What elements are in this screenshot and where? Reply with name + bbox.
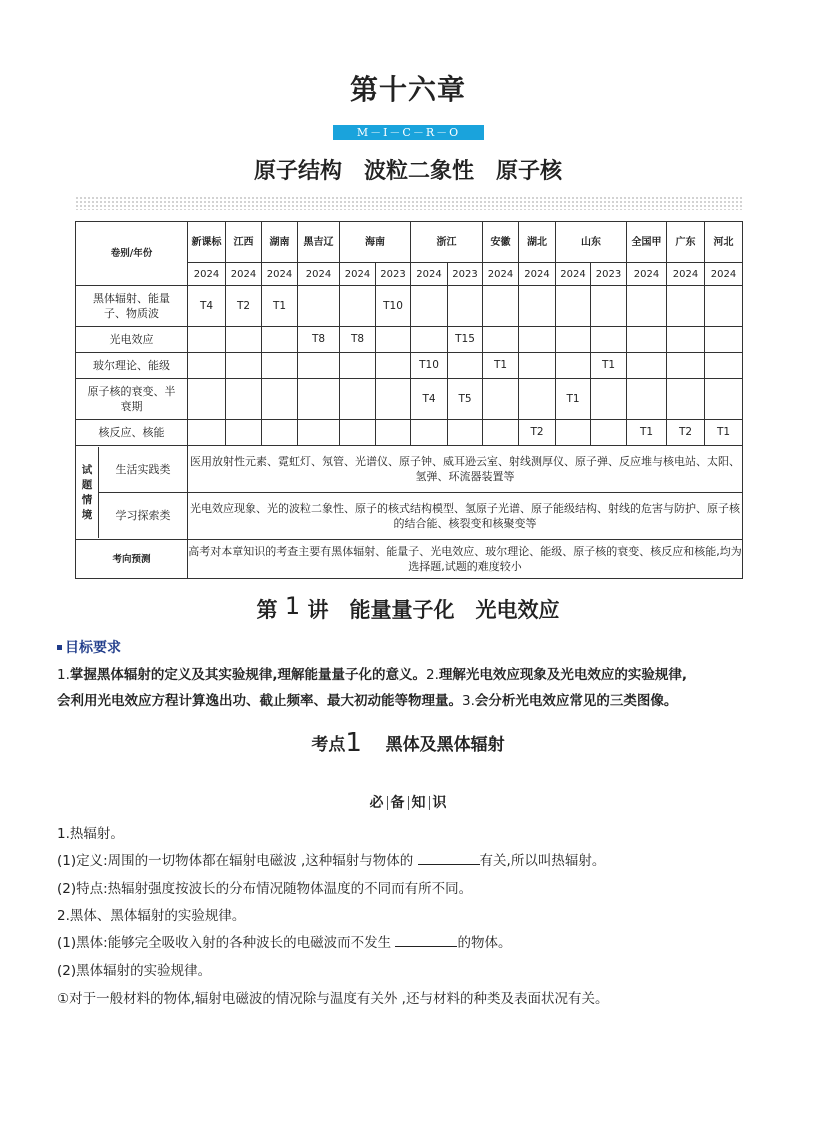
para-law: (2)黑体辐射的实验规律。: [57, 963, 212, 979]
year-cell: 2024: [340, 263, 376, 286]
para-blackbody: 2.黑体、黑体辐射的实验规律。: [57, 908, 246, 924]
question-cell: [705, 353, 743, 379]
context-sub-labels: [99, 447, 188, 538]
context-char: 情: [81, 493, 93, 506]
question-cell: [519, 353, 556, 379]
question-cell: [591, 327, 627, 353]
divider: [408, 796, 409, 810]
question-cell: [448, 286, 483, 327]
question-cell: T2: [667, 420, 705, 446]
study-text: 光电效应现象、光的波粒二象性、原子的核式结构模型、氢原子光谱、原子能级结构、射线的危害与防护、原子核的结合能、核裂变和核聚变等: [188, 493, 743, 540]
question-cell: [298, 286, 340, 327]
context-char: 题: [81, 478, 93, 491]
context-category-cell: [76, 446, 188, 540]
goals-line-1: [57, 662, 757, 688]
knowledge-point-title: [0, 727, 816, 757]
question-cell: T15: [448, 327, 483, 353]
province-header: 湖南: [262, 222, 298, 263]
context-char: 境: [81, 508, 93, 521]
context-vertical-label: [76, 447, 99, 538]
year-cell: 2023: [376, 263, 411, 286]
square-bullet-icon: [57, 645, 62, 650]
question-cell: [705, 379, 743, 420]
kp-name: 黑体及黑体辐射: [385, 735, 505, 755]
question-cell: [448, 420, 483, 446]
forecast-label: 考向预测: [76, 540, 188, 579]
context-char: 试: [81, 463, 93, 476]
question-cell: [298, 379, 340, 420]
question-cell: T2: [226, 286, 262, 327]
question-cell: T4: [411, 379, 448, 420]
life-label: 生活实践类: [99, 447, 187, 493]
kp-prefix: 考点: [311, 735, 346, 755]
question-cell: [226, 353, 262, 379]
question-cell: [340, 420, 376, 446]
question-cell: [188, 420, 226, 446]
topic-label: 黑体辐射、能量子、物质波: [76, 286, 188, 327]
question-cell: [483, 420, 519, 446]
province-header: 浙江: [411, 222, 483, 263]
goals-line-2: [57, 688, 757, 714]
lesson-prefix: 第: [256, 598, 278, 622]
study-label: 学习探索类: [115, 509, 171, 522]
question-cell: [519, 379, 556, 420]
question-cell: [262, 353, 298, 379]
goal-text: 掌握黑体辐射的定义及其实验规律,理解能量量子化的意义。: [69, 667, 427, 683]
question-cell: [483, 286, 519, 327]
heading-char: 识: [432, 795, 447, 811]
goal-text: 会分析光电效应常见的三类图像。: [474, 693, 678, 709]
heading-char: 备: [390, 795, 405, 811]
question-cell: [376, 353, 411, 379]
question-cell: [298, 353, 340, 379]
para-text: 的物体。: [457, 935, 512, 951]
province-header: 湖北: [519, 222, 556, 263]
para-text: 有关,所以叫热辐射。: [479, 853, 606, 869]
question-cell: [627, 286, 667, 327]
year-cell: 2024: [483, 263, 519, 286]
question-cell: [591, 286, 627, 327]
life-text: 医用放射性元素、霓虹灯、氖管、光谱仪、原子钟、威耳逊云室、射线测厚仪、原子弹、反应堆与核电站、太阳、氢弹、环流器装置等: [188, 446, 743, 493]
question-cell: [556, 420, 591, 446]
year-cell: 2024: [226, 263, 262, 286]
question-cell: [226, 327, 262, 353]
question-cell: T2: [519, 420, 556, 446]
topic-label: 原子核的衰变、半衰期: [76, 379, 188, 420]
question-cell: [340, 286, 376, 327]
chapter-title: 第十六章: [349, 73, 466, 106]
question-cell: [262, 327, 298, 353]
question-cell: [483, 327, 519, 353]
question-cell: T8: [340, 327, 376, 353]
para-feature: (2)特点:热辐射强度按波长的分布情况随物体温度的不同而有所不同。: [57, 881, 473, 897]
question-cell: [556, 353, 591, 379]
province-header: 安徽: [483, 222, 519, 263]
question-cell: [519, 327, 556, 353]
question-cell: [298, 420, 340, 446]
question-cell: [519, 286, 556, 327]
question-cell: [591, 379, 627, 420]
goal-number: 2.: [426, 667, 439, 683]
question-cell: [262, 420, 298, 446]
question-cell: T1: [262, 286, 298, 327]
goal-text: 会利用光电效应方程计算逸出功、截止频率、最大初动能等物理量。: [57, 693, 462, 709]
context-inner: [76, 447, 187, 538]
fill-blank[interactable]: [395, 934, 457, 947]
question-cell: T8: [298, 327, 340, 353]
question-cell: T1: [591, 353, 627, 379]
lesson-number: 1: [284, 592, 301, 620]
goals-heading: [57, 637, 121, 657]
goals-body: [57, 662, 757, 714]
question-cell: [411, 286, 448, 327]
question-cell: [340, 379, 376, 420]
heading-char: 知: [411, 795, 426, 811]
year-cell: 2024: [627, 263, 667, 286]
question-cell: [376, 420, 411, 446]
province-header: 山东: [556, 222, 627, 263]
question-cell: [556, 286, 591, 327]
question-cell: [667, 379, 705, 420]
fill-blank[interactable]: [418, 852, 480, 865]
province-header: 江西: [226, 222, 262, 263]
year-cell: 2024: [262, 263, 298, 286]
para-law-1: ①对于一般材料的物体,辐射电磁波的情况除与温度有关外 ,还与材料的种类及表面状况有关。: [57, 991, 609, 1007]
goal-number: 3.: [462, 693, 475, 709]
lesson-name: 讲 能量量子化 光电效应: [307, 598, 560, 622]
question-cell: [226, 420, 262, 446]
question-cell: [448, 353, 483, 379]
question-cell: [411, 420, 448, 446]
province-header: 全国甲: [627, 222, 667, 263]
question-cell: [667, 286, 705, 327]
dotted-divider: [75, 196, 742, 210]
question-cell: [667, 327, 705, 353]
question-cell: [188, 327, 226, 353]
question-cell: T5: [448, 379, 483, 420]
question-cell: [483, 379, 519, 420]
table-corner: 卷别/年份: [76, 222, 188, 286]
goal-number: 1.: [57, 667, 70, 683]
question-cell: T1: [705, 420, 743, 446]
question-cell: T1: [627, 420, 667, 446]
kp-number: 1: [345, 728, 362, 758]
province-header: 黑吉辽: [298, 222, 340, 263]
question-cell: [340, 353, 376, 379]
year-cell: 2023: [591, 263, 627, 286]
province-header: 新课标: [188, 222, 226, 263]
year-cell: 2024: [556, 263, 591, 286]
province-header: 河北: [705, 222, 743, 263]
question-cell: [627, 327, 667, 353]
forecast-text: 高考对本章知识的考查主要有黑体辐射、能量子、光电效应、玻尔理论、能级、原子核的衰变、核反应和核能,均为选择题,试题的难度较小: [188, 540, 743, 579]
question-cell: [705, 286, 743, 327]
goal-text: 理解光电效应现象及光电效应的实验规律,: [438, 667, 688, 683]
exam-distribution-table: [75, 221, 743, 579]
goals-heading-text: 目标要求: [65, 640, 121, 656]
topic-label: 光电效应: [76, 327, 188, 353]
heading-char: 必: [369, 795, 384, 811]
province-header: 广东: [667, 222, 705, 263]
question-cell: [411, 327, 448, 353]
question-cell: [556, 327, 591, 353]
question-cell: [705, 327, 743, 353]
part-title: 原子结构 波粒二象性 原子核: [253, 159, 562, 184]
topic-label: 玻尔理论、能级: [76, 353, 188, 379]
year-cell: 2024: [411, 263, 448, 286]
year-cell: 2024: [519, 263, 556, 286]
para-text: (1)定义:周围的一切物体都在辐射电磁波 ,这种辐射与物体的: [57, 853, 418, 869]
topic-label: 核反应、核能: [76, 420, 188, 446]
question-cell: T1: [556, 379, 591, 420]
question-cell: T10: [411, 353, 448, 379]
year-cell: 2024: [298, 263, 340, 286]
para-heat-radiation: 1.热辐射。: [57, 826, 124, 842]
year-cell: 2023: [448, 263, 483, 286]
question-cell: [188, 353, 226, 379]
year-cell: 2024: [188, 263, 226, 286]
divider: [429, 796, 430, 810]
question-cell: [188, 379, 226, 420]
para-text: (1)黑体:能够完全吸收入射的各种波长的电磁波而不发生: [57, 935, 396, 951]
question-cell: [591, 420, 627, 446]
question-cell: T10: [376, 286, 411, 327]
question-cell: [376, 379, 411, 420]
question-cell: T4: [188, 286, 226, 327]
province-header: 海南: [340, 222, 411, 263]
question-cell: [226, 379, 262, 420]
year-cell: 2024: [667, 263, 705, 286]
question-cell: [627, 353, 667, 379]
lesson-title: [0, 594, 816, 624]
question-cell: [376, 327, 411, 353]
question-cell: [667, 353, 705, 379]
essential-knowledge-heading: [0, 792, 816, 812]
divider: [387, 796, 388, 810]
question-cell: T1: [483, 353, 519, 379]
year-cell: 2024: [705, 263, 743, 286]
question-cell: [627, 379, 667, 420]
para-definition: [57, 849, 605, 869]
micro-banner: M－I－C－R－O: [333, 125, 484, 140]
para-blackbody-def: [57, 931, 511, 951]
question-cell: [262, 379, 298, 420]
